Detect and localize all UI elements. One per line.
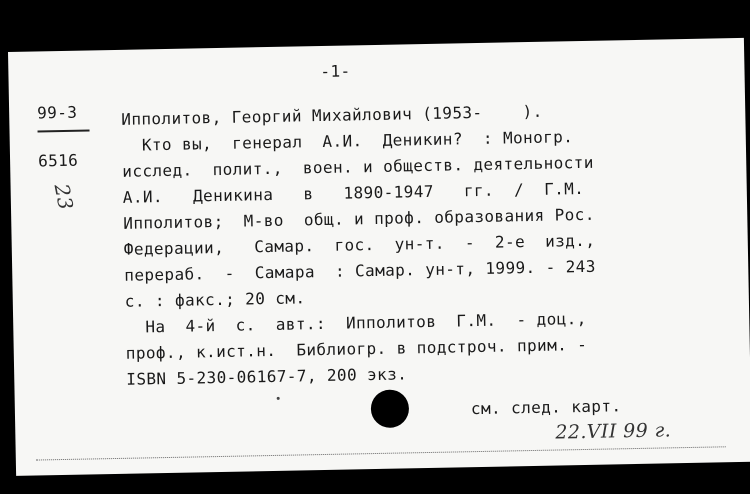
- text-line-7: перераб. - Самара : Самар. ун-т, 1999. - 243: [124, 256, 596, 285]
- text-line-4: А.И. Деникина в 1890-1947 гг. / Г.М.: [122, 178, 585, 207]
- shelf-code: 99-3: [36, 102, 78, 123]
- text-line-2: Кто вы, генерал А.И. Деникин? : Моногр.: [121, 127, 574, 155]
- text-line-3: исслед. полит., воен. и обществ. деятельности: [122, 152, 594, 181]
- punch-hole: [371, 389, 410, 428]
- handwritten-date: 22.VII 99 г.: [555, 419, 672, 444]
- text-line-6: Федерации, Самар. гос. ун-т. - 2-е изд.,: [123, 230, 596, 259]
- text-line-11: ISBN 5-230-06167-7, 200 экз.: [126, 364, 408, 389]
- page-number: -1-: [320, 61, 351, 82]
- ink-speck: [277, 397, 280, 400]
- shelf-divider: [38, 129, 90, 132]
- card-bottom-edge: [36, 446, 726, 460]
- text-line-8: с. : факс.; 20 см.: [124, 288, 306, 311]
- catalog-card: [8, 38, 750, 476]
- text-line-5: Ипполитов; М-во общ. и проф. образования Рос.: [123, 204, 595, 233]
- text-line-1: Ипполитов, Георгий Михайлович (1953- ).: [121, 101, 543, 129]
- text-line-9: На 4-й с. авт.: Ипполитов Г.М. - доц.,: [125, 308, 587, 337]
- text-line-10: проф., к.ист.н. Библиогр. в подстроч. прим. -: [125, 334, 588, 363]
- inventory-number: 6516: [37, 150, 79, 171]
- continuation-note: см. след. карт.: [470, 396, 622, 419]
- handwritten-mark: 23: [49, 181, 79, 213]
